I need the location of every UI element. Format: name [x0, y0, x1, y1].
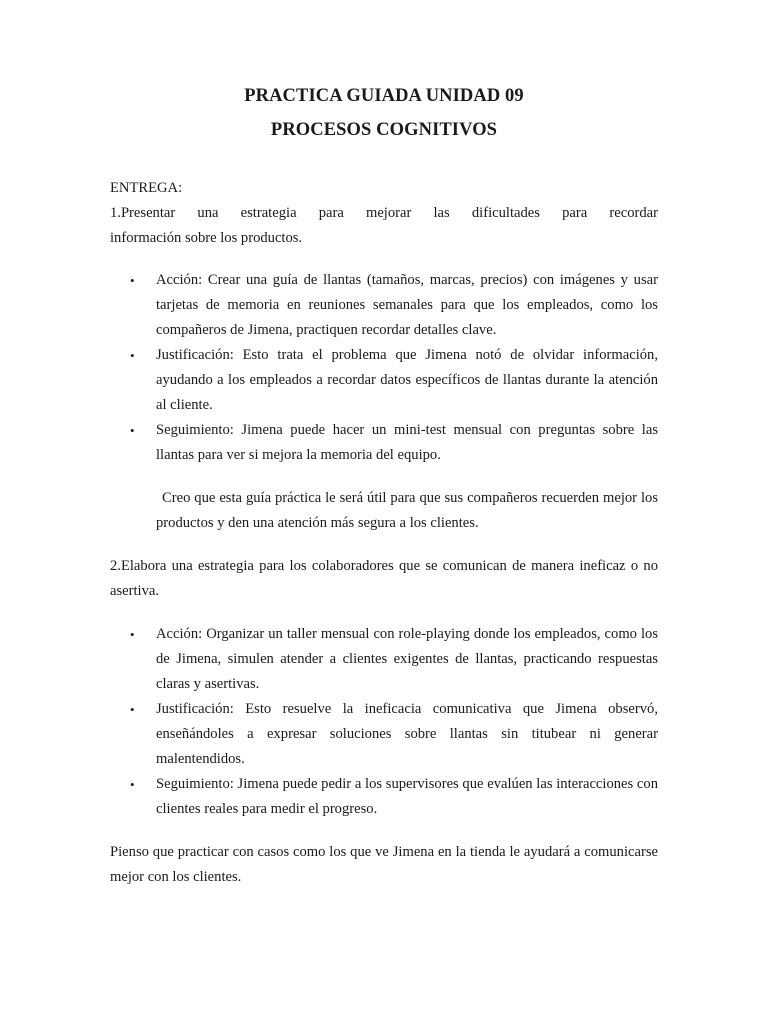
- section2-bullet-list: [110, 622, 658, 822]
- bullet-text: Justificación: Esto resuelve la ineficacia comunicativa que Jimena observó, enseñándoles a expresar soluciones sobre llantas sin titubear ni generar malentendidos.: [156, 701, 658, 767]
- bullet-icon: •: [130, 348, 135, 363]
- document-subtitle: PROCESOS COGNITIVOS: [270, 120, 498, 140]
- bullet-text: Acción: Organizar un taller mensual con role-playing donde los empleados, como los de Jimena, simulen atender a clientes exigentes de llantas, practicando respuestas claras y asertivas.: [156, 626, 658, 692]
- section1-heading: [110, 201, 658, 251]
- bullet-icon: •: [130, 702, 135, 717]
- section2-heading: 2.Elabora una estrategia para los colaboradores que se comunican de manera ineficaz o no asertiva.: [110, 558, 658, 599]
- section1-heading-line2: información sobre los productos.: [110, 230, 303, 246]
- list-item: [110, 772, 658, 822]
- list-item: [110, 697, 658, 772]
- document-title: PRACTICA GUIADA UNIDAD 09: [244, 86, 524, 106]
- bullet-text: Seguimiento: Jimena puede hacer un mini-test mensual con preguntas sobre las llantas para ver si mejora la memoria del equipo.: [156, 422, 658, 463]
- section2-closing: Pienso que practicar con casos como los que ve Jimena en la tienda le ayudará a comunicarse mejor con los clientes.: [110, 844, 658, 885]
- bullet-icon: •: [130, 273, 135, 288]
- bullet-text: Acción: Crear una guía de llantas (tamaños, marcas, precios) con imágenes y usar tarjetas de memoria en reuniones semanales para que los empleados, como los compañeros de Jimena, practiquen recordar detalles clave.: [156, 272, 658, 338]
- bullet-text: Justificación: Esto trata el problema que Jimena notó de olvidar información, ayudando a los empleados a recordar datos específicos de llantas durante la atención al cliente.: [156, 347, 658, 413]
- section1-bullet-list: [110, 268, 658, 468]
- list-item: [110, 343, 658, 418]
- bullet-icon: •: [130, 777, 135, 792]
- entrega-label: ENTREGA:: [110, 180, 183, 196]
- section1-closing: Creo que esta guía práctica le será útil para que sus compañeros recuerden mejor los productos y den una atención más segura a los clientes.: [156, 490, 658, 531]
- bullet-icon: •: [130, 423, 135, 438]
- list-item: [110, 622, 658, 697]
- section1-heading-line1: 1.Presentar una estrategia para mejorar las dificultades para recordar: [110, 205, 658, 221]
- bullet-text: Seguimiento: Jimena puede pedir a los supervisores que evalúen las interacciones con clientes reales para medir el progreso.: [156, 776, 658, 817]
- list-item: [110, 268, 658, 343]
- list-item: [110, 418, 658, 468]
- bullet-icon: •: [130, 627, 135, 642]
